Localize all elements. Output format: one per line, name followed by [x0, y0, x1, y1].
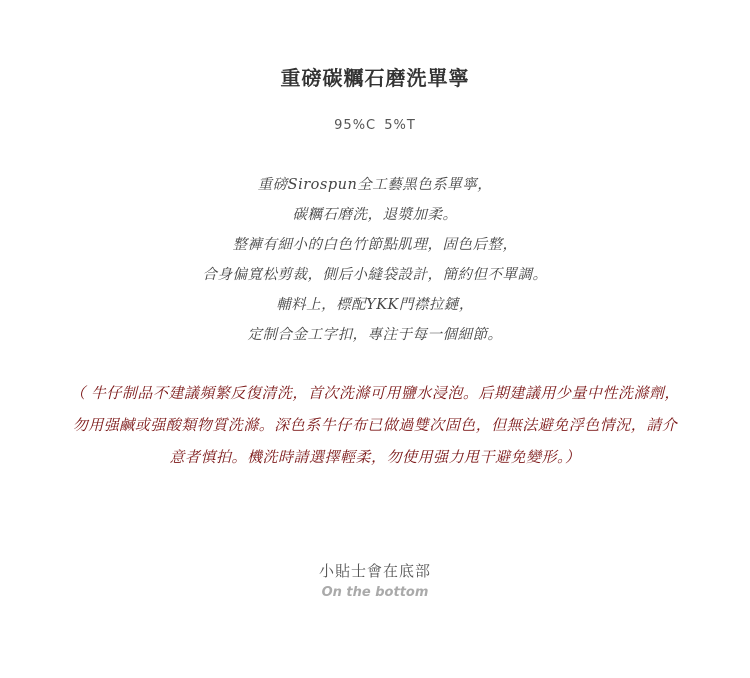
fabric-composition: 95%C 5%T: [334, 118, 416, 133]
description-line: 合身偏寬松剪裁，側后小縫袋設計，簡約但不單調。: [202, 267, 548, 283]
description-line: 整褲有細小的白色竹節點肌理，固色后整，: [232, 237, 518, 253]
description-line: 重磅Sirospun全工藝黑色系單寧，: [257, 177, 493, 193]
description-line: 碳糲石磨洗，退漿加柔。: [292, 207, 458, 223]
tip-label: 小貼士會在底部: [318, 562, 431, 580]
product-title: 重磅碳糲石磨洗單寧: [280, 66, 470, 90]
care-line: （ 牛仔制品不建議頻繁反復清洗，首次洗滌可用鹽水浸泡。后期建議用少量中性洗滌劑，: [70, 384, 680, 402]
description-line: 定制合金工字扣，專注于每一個細節。: [247, 327, 503, 343]
care-instructions: [55, 377, 695, 473]
care-line: 意者慎拍。機洗時請選擇輕柔，勿使用强力甩干避免變形。）: [169, 448, 581, 466]
care-line: 勿用强鹹或强酸類物質洗滌。深色系牛仔布已做過雙次固色，但無法避免浮色情況，請介: [72, 416, 678, 434]
description-line: 輔料上，標配YKK門襟拉鏈，: [276, 297, 474, 313]
tip-sub-label: On the bottom: [321, 585, 429, 600]
product-description: [0, 170, 750, 350]
